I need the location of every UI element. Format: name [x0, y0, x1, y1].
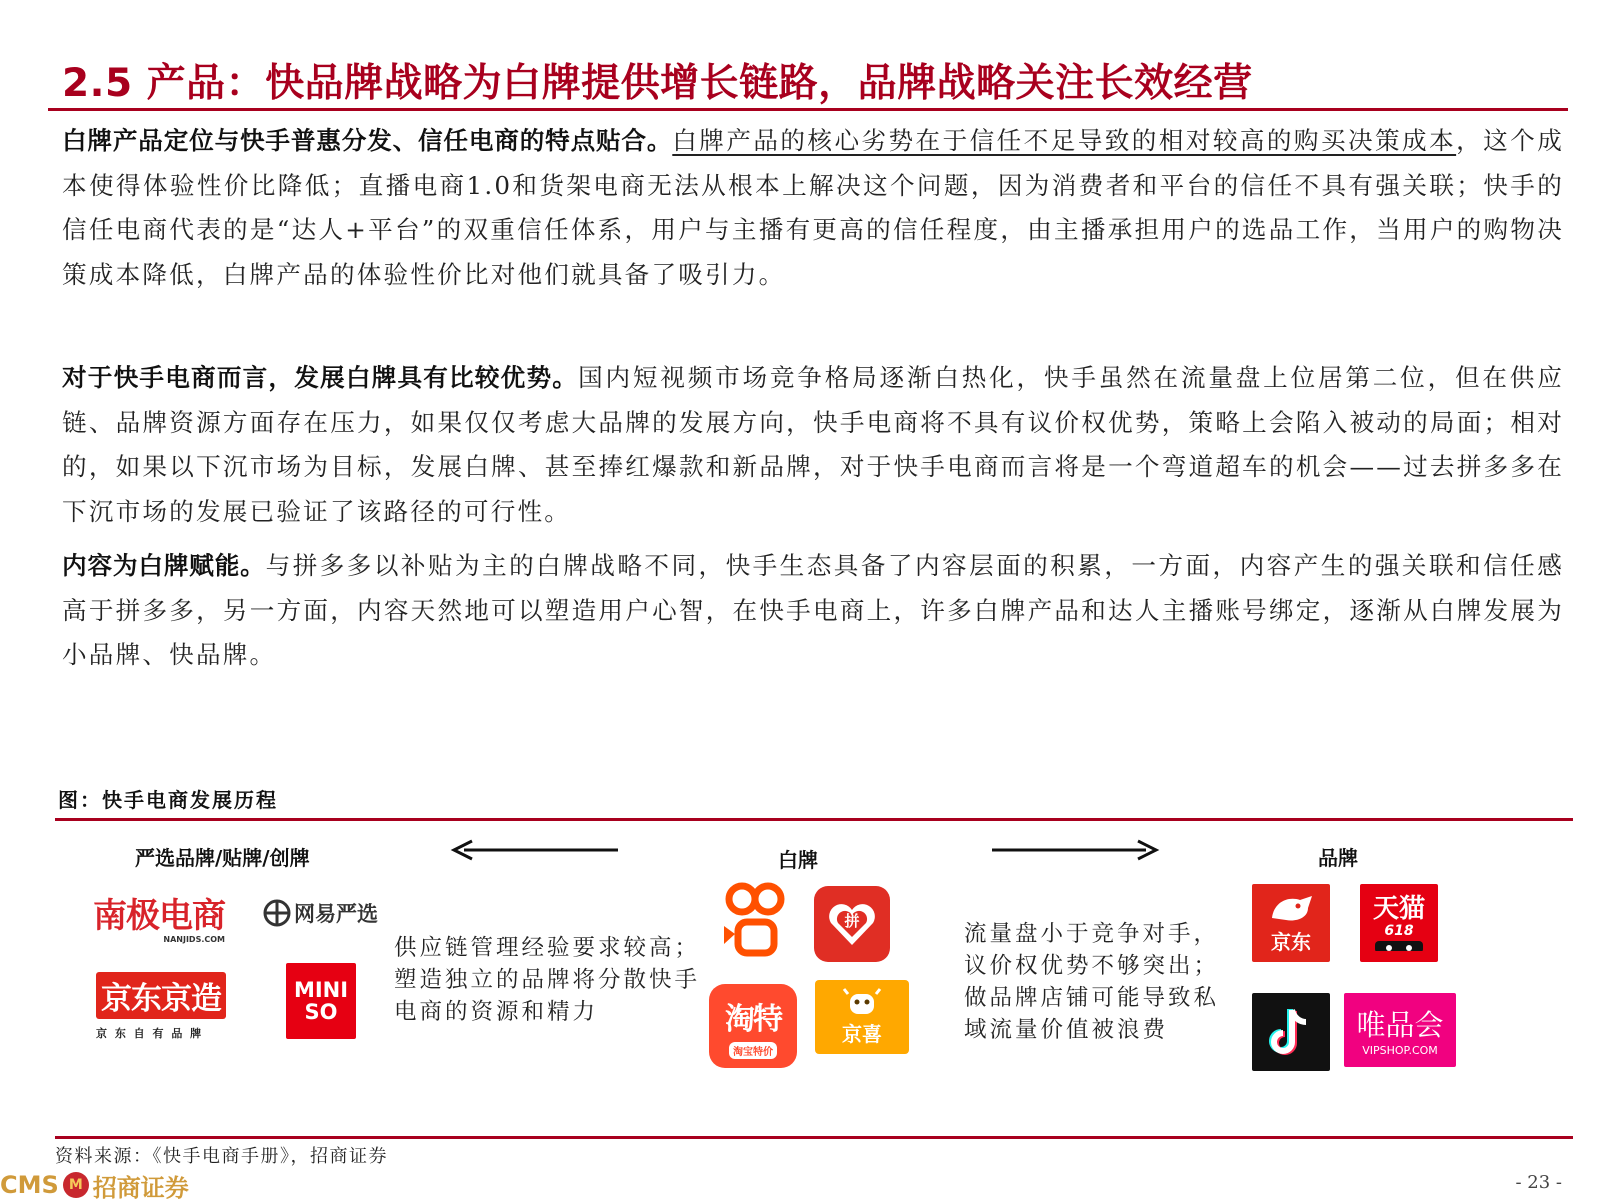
nanjiren-logo [93, 888, 225, 944]
jd-logo-text: 京东 [1271, 929, 1311, 954]
left-arrow-icon [450, 838, 620, 862]
taote-logo-text: 淘特 [725, 1001, 781, 1037]
pdd-logo-text: 拼 [844, 912, 860, 930]
tmall-logo [1360, 884, 1438, 962]
jingxi-logo-text: 京喜 [842, 1021, 882, 1046]
paragraph-white-label-positioning [62, 119, 1564, 297]
jdjz-logo-sub: 京 东 自 有 品 牌 [96, 1027, 204, 1040]
footer-brand [0, 1170, 189, 1200]
title-divider [48, 108, 1568, 111]
taote-logo-sub: 淘宝特价 [729, 1042, 777, 1059]
paragraph-lead: 白牌产品定位与快手普惠分发、信任电商的特点贴合。 [62, 126, 673, 155]
jd-logo [1252, 884, 1330, 962]
miniso-logo-text1: MINI [293, 978, 349, 1002]
jdjz-logo [96, 972, 226, 1041]
taote-logo [709, 984, 797, 1068]
tmall-logo-sub: 618 [1384, 923, 1414, 939]
page-number: - 23 - [1515, 1172, 1562, 1193]
tmall-cat-icon [1371, 939, 1427, 951]
miniso-logo-text2: SO [304, 1000, 338, 1024]
miniso-logo [286, 963, 356, 1039]
left-note: 供应链管理经验要求较高；塑造独立的品牌将分散快手电商的资源和精力 [394, 935, 701, 1025]
netease-icon [262, 898, 292, 928]
vip-logo [1344, 993, 1456, 1067]
jingxi-cow-icon [842, 988, 882, 1018]
tmall-logo-text: 天猫 [1372, 894, 1425, 924]
heading-selected-brands: 严选品牌/贴牌/创牌 [135, 846, 310, 870]
netease-logo [262, 898, 378, 928]
kuaishou-logo [720, 882, 786, 958]
footer-brand-badge-icon: M [63, 1172, 89, 1198]
right-arrow-icon [990, 838, 1160, 862]
heading-white-label: 白牌 [778, 848, 818, 872]
figure-caption: 图：快手电商发展历程 [58, 788, 278, 812]
vip-logo-text: 唯品会 [1356, 1008, 1444, 1042]
footer-brand-en: CMS [0, 1171, 59, 1199]
nanjiren-logo-text: 南极电商 [93, 896, 225, 936]
paragraph-body: ，这个成本使得体验性价比降低；直播电商1.0和货架电商无法从根本上解决这个问题，因为消费者和平台的信任不具有强关联；快手的信任电商代表的是“达人+平台”的双重信任体系，用户与主播有更高的信任程度，由主播承担用户的选品工作，当用户的购物决策成本降低，白牌产品的体验性价比对他们就具备了吸引力。 [62, 126, 1564, 289]
right-note: 流量盘小于竞争对手，议价权优势不够突出；做品牌店铺可能导致私域流量价值被浪费 [964, 921, 1220, 1043]
jingxi-logo [815, 980, 909, 1054]
source-note: 资料来源：《快手电商手册》，招商证券 [55, 1146, 388, 1167]
jd-dog-icon [1266, 892, 1316, 926]
underlined-text: 白牌产品的核心劣势在于信任不足导致的相对较高的购买决策成本 [672, 126, 1457, 155]
figure-top-rule [55, 818, 1573, 821]
paragraph-lead: 对于快手电商而言，发展白牌具有比较优势。 [62, 363, 579, 392]
pdd-logo [814, 886, 890, 962]
footer-brand-cn: 招商证券 [92, 1172, 189, 1202]
paragraph-body: 与拼多多以补贴为主的白牌战略不同，快手生态具备了内容层面的积累，一方面，内容产生的强关联和信任感高于拼多多，另一方面，内容天然地可以塑造用户心智，在快手电商上，许多白牌产品和达人主播账号绑定，逐渐从白牌发展为小品牌、快品牌。 [62, 551, 1564, 669]
douyin-logo [1252, 993, 1330, 1071]
douyin-note-icon [1268, 1006, 1314, 1058]
vip-logo-sub: VIPSHOP.COM [1362, 1044, 1438, 1057]
paragraph-body: 国内短视频市场竞争格局逐渐白热化，快手虽然在流量盘上位居第二位，但在供应链、品牌资源方面存在压力，如果仅仅考虑大品牌的发展方向，快手电商将不具有议价权优势，策略上会陷入被动的局面；相对的，如果以下沉市场为目标，发展白牌、甚至捧红爆款和新品牌，对于快手电商而言将是一个弯道超车的机会——过去拼多多在下沉市场的发展已验证了该路径的可行性。 [62, 363, 1564, 526]
page-title: 2.5 产品：快品牌战略为白牌提供增长链路，品牌战略关注长效经营 [62, 61, 1253, 106]
paragraph-content-empowerment [62, 544, 1564, 678]
figure-bottom-rule [55, 1136, 1573, 1139]
nanjiren-logo-sub: NANJIDS.COM [163, 935, 225, 944]
paragraph-comparative-advantage [62, 356, 1564, 534]
paragraph-lead: 内容为白牌赋能。 [62, 551, 266, 580]
jdjz-logo-text: 京东京造 [96, 972, 226, 1019]
netease-logo-text: 网易严选 [294, 902, 378, 926]
heading-brands: 品牌 [1318, 846, 1358, 870]
